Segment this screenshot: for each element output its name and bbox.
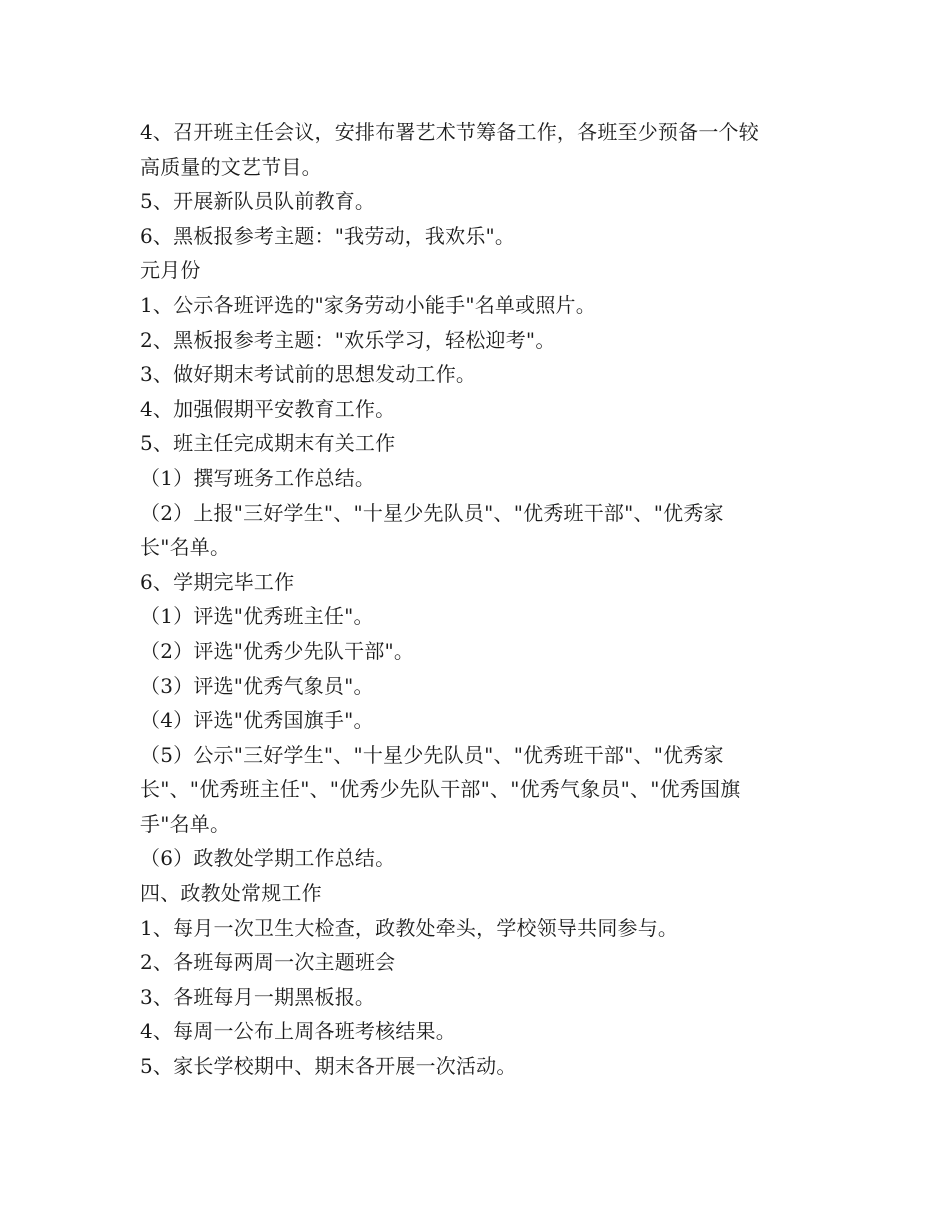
text-line: 6、学期完毕工作: [140, 569, 295, 594]
section-heading: 四、政教处常规工作: [140, 881, 322, 906]
text-line: 1、公示各班评选的"家务劳动小能手"名单或照片。: [140, 292, 596, 317]
text-line: 手"名单。: [140, 811, 231, 836]
text-line: （2）上报"三好学生"、"十星少先队员"、"优秀班干部"、"优秀家: [140, 500, 724, 525]
text-line: （1）评选"优秀班主任"。: [140, 604, 374, 629]
text-line: 6、黑板报参考主题："我劳动，我欢乐"。: [140, 223, 516, 248]
text-line: 5、班主任完成期末有关工作: [140, 431, 396, 456]
text-line: 高质量的文艺节目。: [140, 154, 322, 179]
text-line: 1、每月一次卫生大检查，政教处牵头，学校领导共同参与。: [140, 915, 679, 940]
text-line: 5、开展新队员队前教育。: [140, 189, 376, 214]
text-line: （1）撰写班务工作总结。: [140, 465, 376, 490]
text-line: （5）公示"三好学生"、"十星少先队员"、"优秀班干部"、"优秀家: [140, 742, 724, 767]
text-line: 4、召开班主任会议，安排布署艺术节筹备工作，各班至少预备一个较: [140, 120, 759, 144]
text-line: 5、家长学校期中、期末各开展一次活动。: [140, 1054, 517, 1079]
text-line: （2）评选"优秀少先队干部"。: [140, 638, 415, 663]
text-line: （4）评选"优秀国旗手"。: [140, 708, 374, 733]
section-heading: 元月份: [140, 258, 201, 283]
text-line: 4、每周一公布上周各班考核结果。: [140, 1019, 456, 1044]
text-line: 4、加强假期平安教育工作。: [140, 396, 396, 421]
text-line: 长"、"优秀班主任"、"优秀少先队干部"、"优秀气象员"、"优秀国旗: [140, 777, 741, 802]
document-body: [140, 115, 820, 1084]
text-line: 长"名单。: [140, 535, 231, 560]
text-line: 2、各班每两周一次主题班会: [140, 950, 396, 975]
text-line: （3）评选"优秀气象员"。: [140, 673, 374, 698]
text-line: 3、各班每月一期黑板报。: [140, 984, 376, 1009]
text-line: 2、黑板报参考主题："欢乐学习，轻松迎考"。: [140, 327, 556, 352]
text-line: （6）政教处学期工作总结。: [140, 846, 396, 871]
text-line: 3、做好期末考试前的思想发动工作。: [140, 362, 477, 387]
